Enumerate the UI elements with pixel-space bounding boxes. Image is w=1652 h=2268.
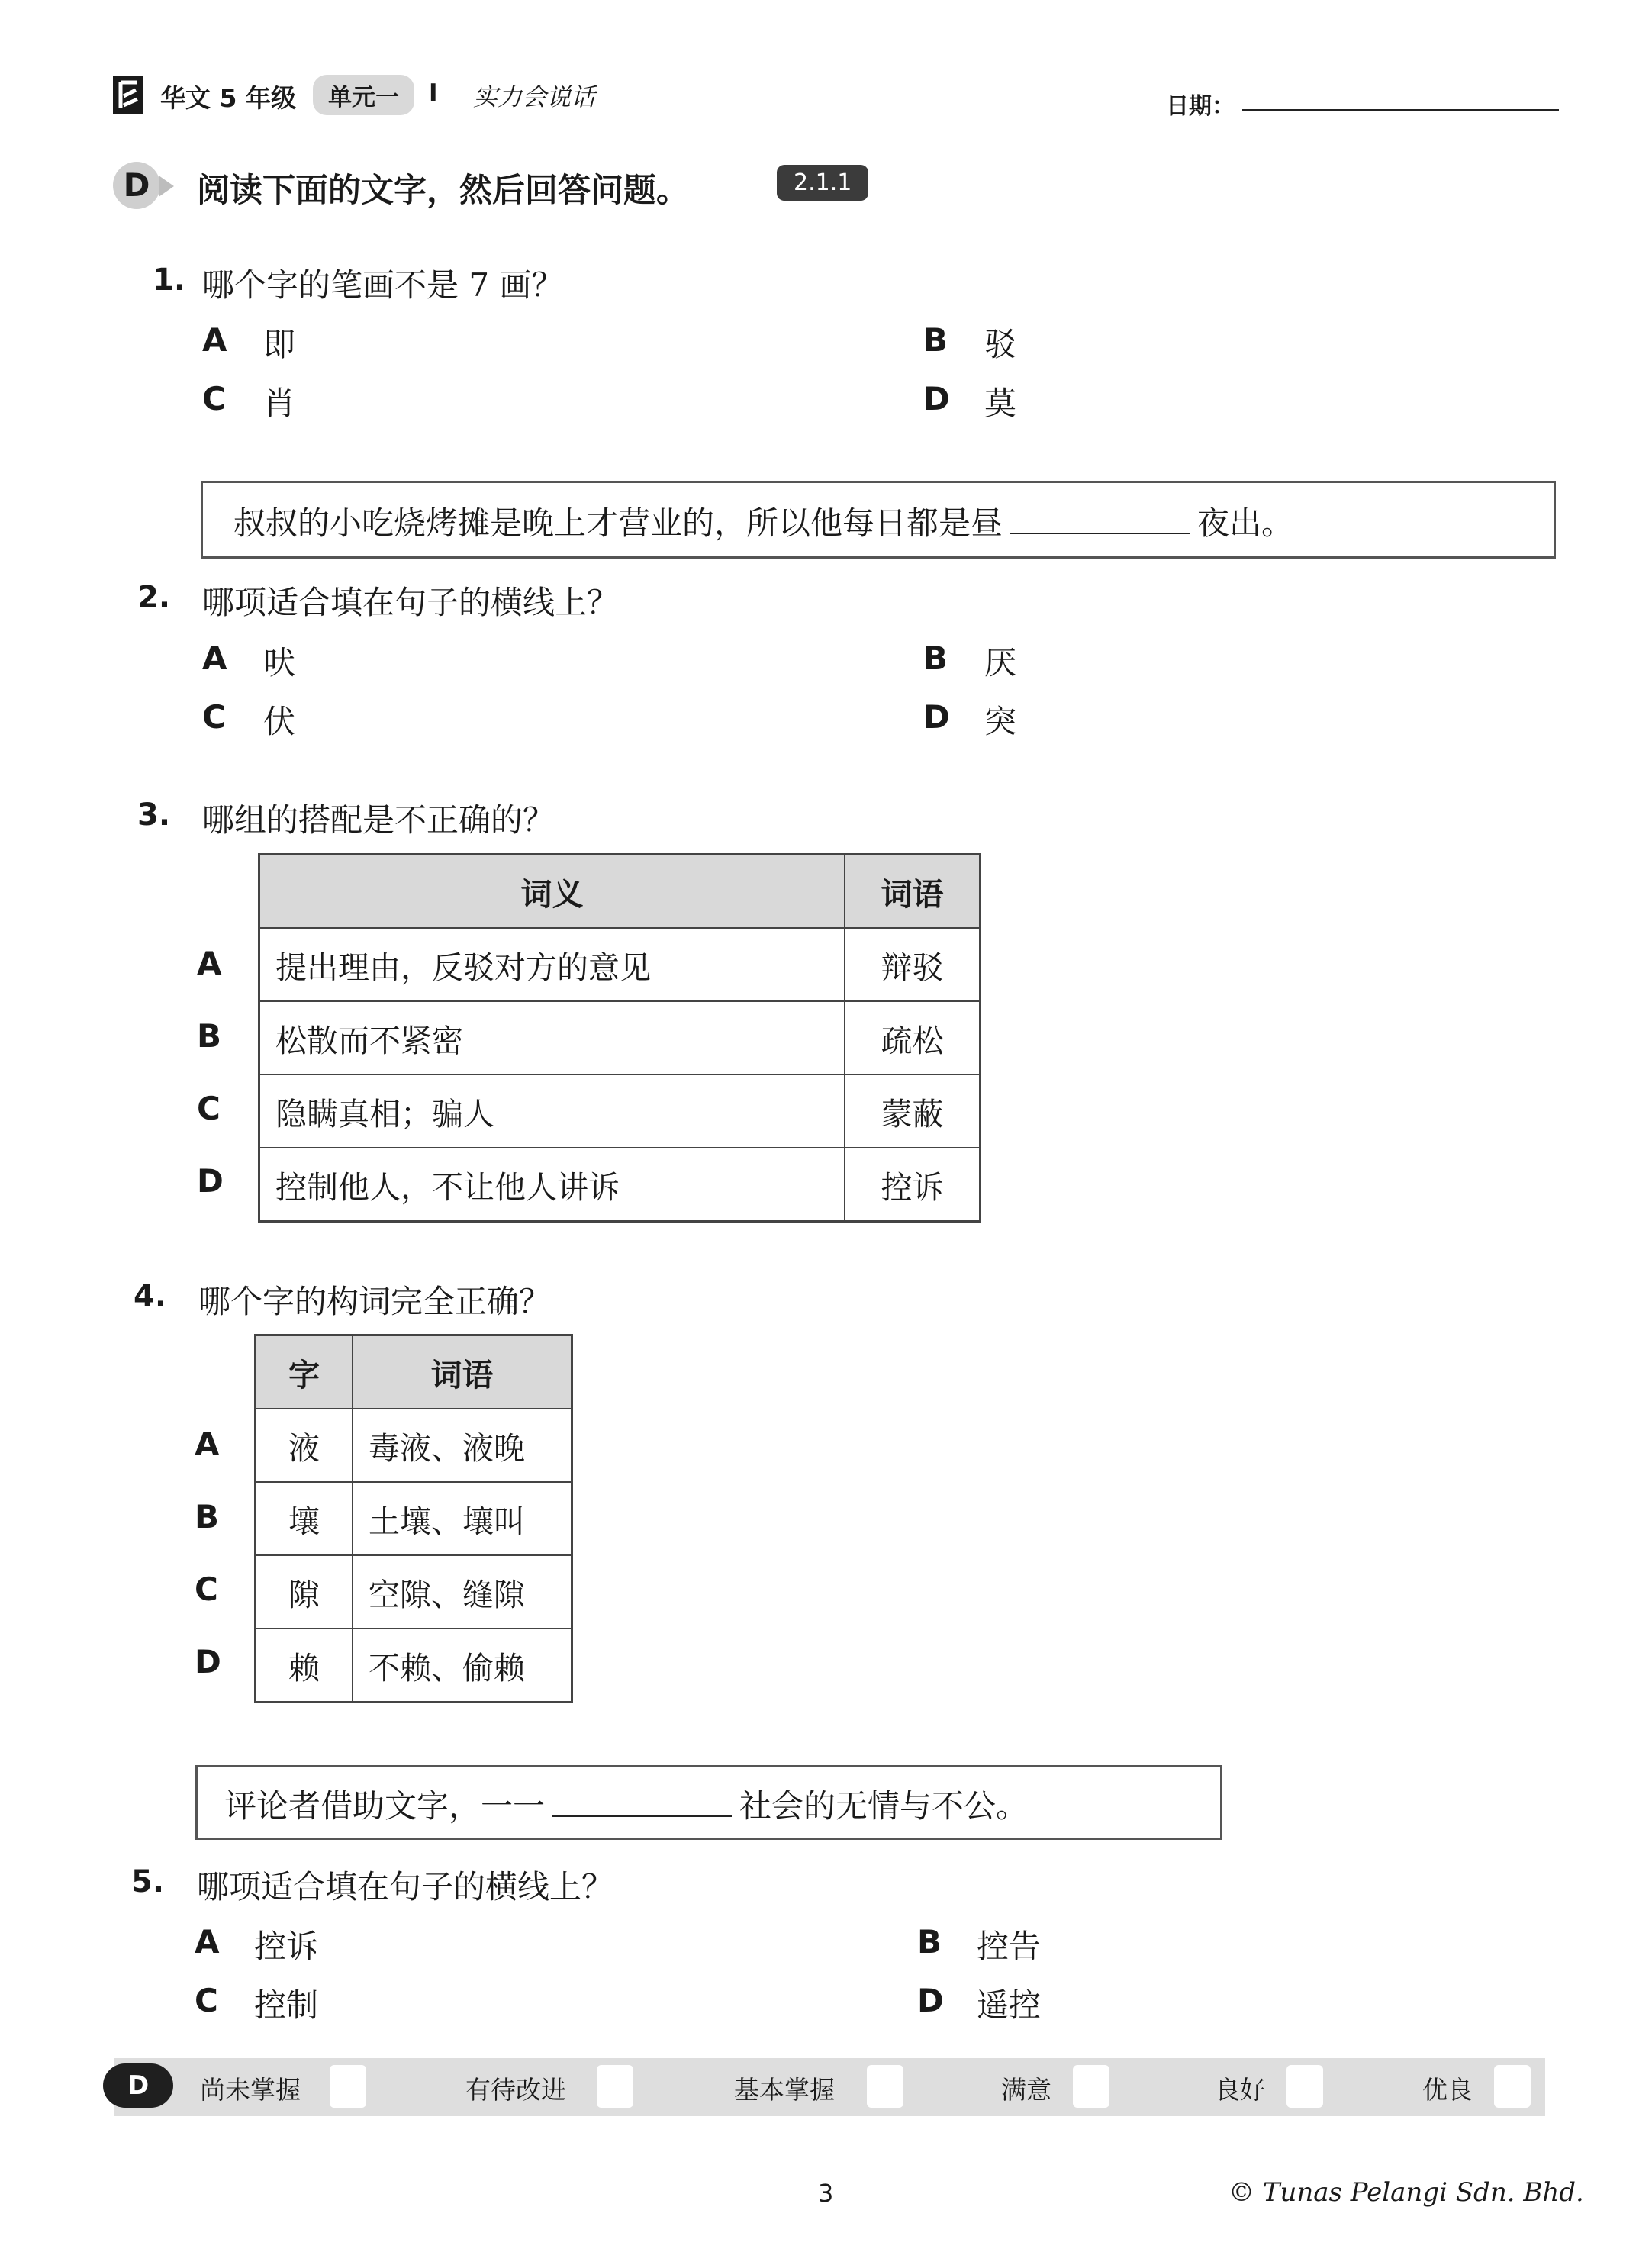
publisher-logo-icon	[113, 76, 143, 114]
rating-checkbox[interactable]	[1286, 2065, 1323, 2108]
row-letter: D	[197, 1162, 224, 1200]
table-header: 字	[256, 1335, 353, 1409]
question-number: 3.	[137, 797, 171, 833]
option-text[interactable]: 驳	[984, 326, 1017, 363]
option-text[interactable]: 控诉	[254, 1928, 319, 1965]
meaning-cell: 隐瞒真相；骗人	[259, 1074, 845, 1148]
table-row[interactable]	[256, 1482, 572, 1555]
date-field[interactable]	[1242, 109, 1559, 111]
section-badge: D	[113, 162, 160, 209]
option-letter: C	[202, 698, 226, 736]
rating-checkbox[interactable]	[330, 2065, 366, 2108]
rating-label: 良好	[1215, 2075, 1265, 2105]
rating-label: 优良	[1422, 2075, 1473, 2105]
row-letter: A	[195, 1426, 220, 1463]
rating-checkbox[interactable]	[1073, 2065, 1109, 2108]
option-text[interactable]: 遥控	[977, 1986, 1042, 2024]
option-letter: D	[917, 1982, 944, 2019]
header-subject: 华文 5 年级	[160, 83, 296, 113]
rating-label: 满意	[1001, 2075, 1051, 2105]
passage-text: 夜出。	[1197, 504, 1294, 542]
header-lesson-title: 实力会说话	[473, 82, 596, 111]
rating-checkbox[interactable]	[597, 2065, 633, 2108]
row-letter: B	[197, 1017, 222, 1055]
option-text[interactable]: 厌	[984, 644, 1017, 681]
rating-label: 尚未掌握	[200, 2075, 301, 2105]
header-unit-badge: 单元一	[313, 75, 414, 115]
rating-badge: D	[103, 2063, 173, 2108]
rating-checkbox[interactable]	[867, 2065, 903, 2108]
copyright-notice: © Tunas Pelangi Sdn. Bhd.	[1229, 2177, 1584, 2208]
section-instruction: 阅读下面的文字，然后回答问题。	[197, 172, 689, 210]
option-text[interactable]: 伏	[263, 703, 296, 740]
words-cell: 不赖、偷赖	[353, 1629, 572, 1703]
row-letter: A	[197, 945, 222, 982]
row-letter: C	[195, 1571, 218, 1608]
option-text[interactable]: 莫	[984, 385, 1017, 422]
passage-text: 叔叔的小吃烧烤摊是晚上才营业的，所以他每日都是昼	[233, 504, 1003, 542]
rating-checkbox[interactable]	[1494, 2065, 1531, 2108]
char-cell: 壤	[256, 1482, 353, 1555]
table-header-row	[259, 855, 981, 929]
matching-table	[258, 853, 981, 1223]
skill-code-badge: 2.1.1	[777, 165, 868, 201]
rating-label: 基本掌握	[734, 2075, 835, 2105]
option-text[interactable]: 即	[263, 326, 296, 363]
meaning-cell: 提出理由，反驳对方的意见	[259, 928, 845, 1001]
option-text[interactable]: 控制	[254, 1986, 319, 2024]
answer-blank[interactable]	[552, 1815, 732, 1817]
table-row[interactable]	[259, 1148, 981, 1222]
option-text[interactable]: 控告	[977, 1928, 1042, 1965]
option-letter: D	[923, 380, 950, 417]
header-separator: I	[429, 79, 438, 107]
passage-box	[195, 1765, 1222, 1840]
char-cell: 赖	[256, 1629, 353, 1703]
table-header: 词语	[353, 1335, 572, 1409]
passage-box	[201, 481, 1556, 559]
row-letter: C	[197, 1090, 221, 1127]
option-letter: A	[202, 321, 227, 359]
table-row[interactable]	[256, 1629, 572, 1703]
option-letter: B	[923, 321, 948, 359]
passage-text: 评论者借助文字，一一	[224, 1787, 546, 1825]
question-text: 哪个字的笔画不是 7 画？	[202, 266, 564, 304]
table-header-row	[256, 1335, 572, 1409]
meaning-cell: 松散而不紧密	[259, 1001, 845, 1074]
passage-text: 社会的无情与不公。	[739, 1787, 1029, 1825]
option-text[interactable]: 肖	[263, 385, 296, 422]
word-cell: 辩驳	[845, 928, 981, 1001]
word-cell: 蒙蔽	[845, 1074, 981, 1148]
page-number: 3	[818, 2179, 834, 2208]
option-letter: D	[923, 698, 950, 736]
option-letter: C	[202, 380, 226, 417]
row-letter: D	[195, 1643, 221, 1680]
table-row[interactable]	[259, 1074, 981, 1148]
words-cell: 毒液、液晚	[353, 1409, 572, 1482]
word-cell: 控诉	[845, 1148, 981, 1222]
char-cell: 液	[256, 1409, 353, 1482]
words-cell: 空隙、缝隙	[353, 1555, 572, 1629]
question-text: 哪个字的构词完全正确？	[198, 1283, 552, 1320]
option-letter: A	[202, 639, 227, 677]
question-text: 哪组的搭配是不正确的？	[202, 801, 555, 839]
section-arrow-icon	[159, 176, 174, 197]
option-text[interactable]: 突	[984, 703, 1017, 740]
table-header: 词语	[845, 855, 981, 929]
word-building-table	[254, 1334, 573, 1703]
table-header: 词义	[259, 855, 845, 929]
char-cell: 隙	[256, 1555, 353, 1629]
table-row[interactable]	[259, 928, 981, 1001]
answer-blank[interactable]	[1010, 533, 1190, 534]
meaning-cell: 控制他人，不让他人讲诉	[259, 1148, 845, 1222]
row-letter: B	[195, 1498, 220, 1535]
question-number: 1.	[153, 263, 186, 298]
option-letter: B	[917, 1923, 942, 1960]
question-text: 哪项适合填在句子的横线上？	[197, 1868, 614, 1906]
option-letter: C	[195, 1982, 218, 2019]
option-letter: B	[923, 639, 948, 677]
question-number: 5.	[131, 1864, 165, 1899]
option-text[interactable]: 吠	[263, 644, 296, 681]
question-number: 2.	[137, 580, 171, 615]
option-letter: A	[195, 1923, 220, 1960]
words-cell: 土壤、壤叫	[353, 1482, 572, 1555]
word-cell: 疏松	[845, 1001, 981, 1074]
question-text: 哪项适合填在句子的横线上？	[202, 584, 620, 621]
date-label: 日期：	[1166, 93, 1235, 120]
table-row[interactable]	[259, 1001, 981, 1074]
question-number: 4.	[134, 1279, 167, 1314]
table-row[interactable]	[256, 1409, 572, 1482]
rating-label: 有待改进	[465, 2075, 566, 2105]
table-row[interactable]	[256, 1555, 572, 1629]
